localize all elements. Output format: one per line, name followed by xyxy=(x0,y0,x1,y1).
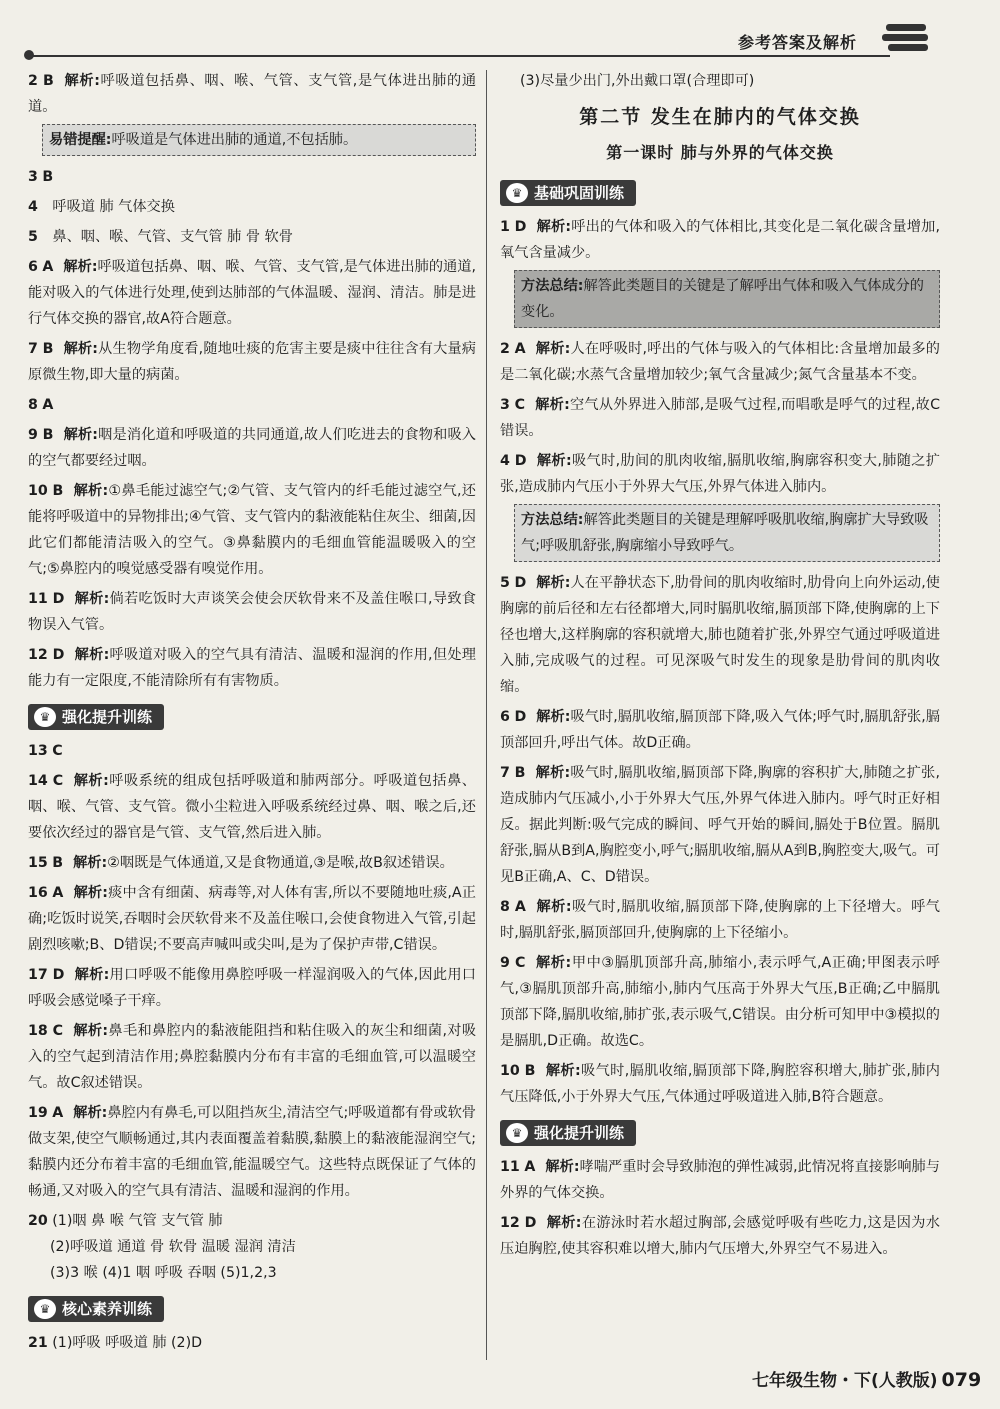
question-number: 4 xyxy=(500,453,510,469)
list-item xyxy=(500,1210,940,1262)
answer-choice: A xyxy=(524,1159,536,1175)
answer-text: 吸气时,膈肌收缩,膈顶部下降,使胸廓的上下径增大。呼气时,膈肌舒张,膈顶部回升,使胸廓的上下径缩小。 xyxy=(500,899,940,941)
analysis-label: 解析: xyxy=(73,1023,109,1039)
header-title: 参考答案及解析 xyxy=(738,33,858,52)
question-number: 14 xyxy=(28,773,48,789)
answer-choice: D xyxy=(52,591,65,607)
list-item xyxy=(28,224,476,250)
answer-text: 哮喘严重时会导致肺泡的弹性减弱,此情况将直接影响肺与外界的气体交换。 xyxy=(500,1159,940,1201)
list-item xyxy=(500,894,940,946)
analysis-label: 解析: xyxy=(545,1063,581,1079)
analysis-label: 解析: xyxy=(535,955,572,971)
books-icon xyxy=(882,22,932,58)
question-number: 6 xyxy=(500,709,510,725)
answer-list xyxy=(28,738,476,1204)
analysis-label: 解析: xyxy=(536,453,572,469)
page-number: 079 xyxy=(941,1369,982,1391)
list-item xyxy=(28,738,476,764)
answer-choice: D xyxy=(52,967,65,983)
answer-list xyxy=(500,570,940,1110)
analysis-label: 解析: xyxy=(536,709,571,725)
question-number: 17 xyxy=(28,967,48,983)
analysis-label: 解析: xyxy=(73,1105,108,1121)
answer-text: (3)3 喉 (4)1 咽 呼吸 吞咽 (5)1,2,3 xyxy=(50,1265,277,1281)
answer-choice: A xyxy=(42,259,54,275)
tip-label: 方法总结: xyxy=(521,278,584,294)
answer-choice: B xyxy=(42,341,54,357)
question-number: 18 xyxy=(28,1023,48,1039)
answer-text: 吸气时,膈肌收缩,膈顶部下降,胸腔容积增大,肺扩张,肺内气压降低,小于外界大气压,气体通过呼吸道进入肺,B符合题意。 xyxy=(500,1063,940,1105)
tip-box xyxy=(514,504,940,562)
answer-text: 用口呼吸不能像用鼻腔呼吸一样湿润吸入的气体,因此用口呼吸会感觉嗓子干痒。 xyxy=(28,967,476,1009)
tip-text: 解答此类题目的关键是了解呼出气体和吸入气体成分的变化。 xyxy=(521,278,924,320)
answer-text: 吸气时,膈肌收缩,膈顶部下降,胸廓的容积扩大,肺随之扩张,造成肺内气压减小,小于外界大气压,外界气体进入肺内。呼气时正好相反。据此判断:吸气完成的瞬间、呼气开始的瞬间,膈处于B位置。膈肌舒张,膈从B到A,胸腔变小,呼气;膈肌收缩,膈从A到B,胸腔变大,吸气。可见B正确,A、C、D错误。 xyxy=(500,765,940,885)
header-rule xyxy=(30,55,890,57)
answer-text: 人在呼吸时,呼出的气体与吸入的气体相比:含量增加最多的是二氧化碳;水蒸气含量增加较少;氧气含量减少;氮气含量基本不变。 xyxy=(500,341,940,383)
list-item xyxy=(28,1018,476,1096)
question-number: 2 xyxy=(500,341,510,357)
tip-box xyxy=(42,124,476,156)
answer-choice: C xyxy=(52,773,64,789)
list-item xyxy=(28,880,476,958)
section-banner xyxy=(500,180,636,206)
question-number: 6 xyxy=(28,259,38,275)
answer-choice: D xyxy=(514,709,527,725)
answer-choice: A xyxy=(52,1105,64,1121)
list-item xyxy=(500,392,940,444)
tip-text: 呼吸道是气体进出肺的通道,不包括肺。 xyxy=(111,132,358,148)
answer-choice: B xyxy=(52,855,64,871)
analysis-label: 解析: xyxy=(74,647,110,663)
question-number: 13 xyxy=(28,743,48,759)
analysis-label: 解析: xyxy=(63,427,98,443)
list-item xyxy=(500,214,940,266)
tip-text: 解答此类题目的关键是理解呼吸肌收缩,胸廓扩大导致吸气;呼吸肌舒张,胸廓缩小导致呼气。 xyxy=(521,512,929,554)
banner-label: 强化提升训练 xyxy=(534,1124,625,1142)
question-number: 9 xyxy=(500,955,510,971)
question-number: 8 xyxy=(28,397,38,413)
answer-text: 鼻、咽、喉、气管、支气管 肺 骨 软骨 xyxy=(52,229,293,245)
question-number: 7 xyxy=(500,765,510,781)
question-number: 3 xyxy=(500,397,510,413)
question-number: 11 xyxy=(500,1159,520,1175)
question-number: 10 xyxy=(28,483,48,499)
crown-icon: ♛ xyxy=(34,707,56,727)
section-banner xyxy=(500,1120,636,1146)
list-item xyxy=(28,1208,476,1286)
answer-text: 吸气时,膈肌收缩,膈顶部下降,吸入气体;呼气时,膈肌舒张,膈顶部回升,呼出气体。故D正确。 xyxy=(500,709,940,751)
list-item xyxy=(28,336,476,388)
question-number: 12 xyxy=(500,1215,520,1231)
question-number: 4 xyxy=(28,199,38,215)
answer-text: 在游泳时若水超过胸部,会感觉呼吸有些吃力,这是因为水压迫胸腔,使其容积难以增大,肺内气压增大,外界空气不易进入。 xyxy=(500,1215,940,1257)
tip-label: 方法总结: xyxy=(521,512,584,528)
question-number: 19 xyxy=(28,1105,48,1121)
answer-text: 吸气时,肋间的肌肉收缩,膈肌收缩,胸廓容积变大,肺随之扩张,造成肺内气压小于外界大气压,外界气体进入肺内。 xyxy=(500,453,940,495)
answer-choice: D xyxy=(52,647,65,663)
answer-choice: A xyxy=(514,341,526,357)
lesson-title: 第一课时 肺与外界的气体交换 xyxy=(606,143,834,162)
question-number: 3 xyxy=(28,169,38,185)
list-item xyxy=(500,570,940,700)
answer-text: 鼻毛和鼻腔内的黏液能阻挡和粘住吸入的灰尘和细菌,对吸入的空气起到清洁作用;鼻腔黏膜内分布有丰富的毛细血管,可以温暖空气。故C叙述错误。 xyxy=(28,1023,477,1091)
answer-list xyxy=(500,214,940,266)
answer-choice: D xyxy=(524,1215,537,1231)
answer-text: 从生物学角度看,随地吐痰的危害主要是痰中往往含有大量病原微生物,即大量的病菌。 xyxy=(28,341,476,383)
question-number: 16 xyxy=(28,885,48,901)
crown-icon: ♛ xyxy=(506,183,528,203)
answer-text: 呼吸道包括鼻、咽、喉、气管、支气管,是气体进出肺的通道,能对吸入的气体进行处理,使到达肺部的气体温暖、湿润、清洁。肺是进行气体交换的器官,故A符合题意。 xyxy=(28,259,476,327)
answer-list xyxy=(28,68,476,120)
answer-choice: D xyxy=(514,453,527,469)
answer-list xyxy=(500,1154,940,1262)
tip-box xyxy=(514,270,940,328)
answer-text: ①鼻毛能过滤空气;②气管、支气管内的纤毛能过滤空气,还能将呼吸道中的异物排出;④气管、支气管内的黏液能粘住灰尘、细菌,因此它们都能清洁吸入的空气。③鼻黏膜内的毛细血管能温暖吸入的空气;⑤鼻腔内的嗅觉感受器有嗅觉作用。 xyxy=(28,483,476,577)
list-item xyxy=(28,962,476,1014)
answer-choice: B xyxy=(42,427,54,443)
answer-text: 倘若吃饭时大声谈笑会使会厌软骨来不及盖住喉口,导致食物误入气管。 xyxy=(28,591,476,633)
answer-text: 痰中含有细菌、病毒等,对人体有害,所以不要随地吐痰,A正确;吃饭时说笑,吞咽时会厌软骨来不及盖住喉口,会使食物进入气管,引起剧烈咳嗽;B、D错误;不要高声喊叫或尖叫,是为了保护声带,C错误。 xyxy=(28,885,476,953)
answer-choice: A xyxy=(52,885,64,901)
question-number: 12 xyxy=(28,647,48,663)
answer-choice: D xyxy=(514,219,527,235)
list-item xyxy=(28,478,476,582)
analysis-label: 解析: xyxy=(535,397,570,413)
answer-choice: B xyxy=(43,73,54,89)
section-banner xyxy=(28,704,164,730)
question-number: 2 xyxy=(28,73,38,89)
answer-text: 咽是消化道和呼吸道的共同通道,故人们吃进去的食物和吸入的空气都要经过咽。 xyxy=(28,427,476,469)
left-column xyxy=(28,68,476,1360)
answer-text: 呼出的气体和吸入的气体相比,其变化是二氧化碳含量增加,氧气含量减少。 xyxy=(500,219,940,261)
question-number: 5 xyxy=(500,575,510,591)
question-number: 1 xyxy=(500,219,510,235)
list-item xyxy=(500,760,940,890)
list-item xyxy=(28,1330,476,1356)
answer-choice: B xyxy=(514,765,526,781)
analysis-label: 解析: xyxy=(73,885,108,901)
crown-icon: ♛ xyxy=(506,1123,528,1143)
answer-text: 呼吸系统的组成包括呼吸道和肺两部分。呼吸道包括鼻、咽、喉、气管、支气管。微小尘粒进入呼吸系统经过鼻、咽、喉之后,还要依次经过的器官是气管、支气管,然后进入肺。 xyxy=(28,773,476,841)
answer-text: 呼吸道 肺 气体交换 xyxy=(52,199,175,215)
question-number: 7 xyxy=(28,341,38,357)
analysis-label: 解析: xyxy=(74,591,110,607)
analysis-label: 解析: xyxy=(63,341,98,357)
analysis-label: 解析: xyxy=(73,773,109,789)
analysis-label: 解析: xyxy=(536,219,572,235)
question-number: 10 xyxy=(500,1063,520,1079)
answer-text: 呼吸道包括鼻、咽、喉、气管、支气管,是气体进出肺的通道。 xyxy=(28,73,477,115)
question-number: 5 xyxy=(28,229,38,245)
question-number: 11 xyxy=(28,591,48,607)
analysis-label: 解析: xyxy=(74,967,110,983)
answer-text: 呼吸道对吸入的空气具有清洁、温暖和湿润的作用,但处理能力有一定限度,不能清除所有有害物质。 xyxy=(28,647,476,689)
section-banner xyxy=(28,1296,164,1322)
page-footer xyxy=(752,1366,981,1391)
analysis-label: 解析: xyxy=(536,575,571,591)
list-item xyxy=(500,1058,940,1110)
question-number: 20 xyxy=(28,1213,48,1229)
analysis-label: 解析: xyxy=(73,855,108,871)
tip-label: 易错提醒: xyxy=(49,132,112,148)
answer-choice: A xyxy=(42,397,54,413)
analysis-label: 解析: xyxy=(546,1215,582,1231)
answer-list xyxy=(500,336,940,500)
list-item xyxy=(28,254,476,332)
list-item xyxy=(500,1154,940,1206)
banner-label: 基础巩固训练 xyxy=(534,184,625,202)
list-item xyxy=(28,68,476,120)
answer-text: ②咽既是气体通道,又是食物通道,③是喉,故B叙述错误。 xyxy=(107,855,454,871)
analysis-label: 解析: xyxy=(73,483,109,499)
list-item xyxy=(28,850,476,876)
list-item xyxy=(500,336,940,388)
column-divider xyxy=(486,70,487,1360)
answer-text: (2)呼吸道 通道 骨 软骨 温暖 湿润 清洁 xyxy=(50,1239,296,1255)
answer-choice: C xyxy=(52,743,63,759)
footer-label: 七年级生物・下(人教版) xyxy=(752,1371,938,1391)
question-number: 21 xyxy=(28,1335,48,1351)
analysis-label: 解析: xyxy=(535,899,572,915)
answer-list xyxy=(28,164,476,694)
list-item xyxy=(500,448,940,500)
analysis-label: 解析: xyxy=(535,341,571,357)
list-item xyxy=(28,392,476,418)
list-item xyxy=(500,950,940,1054)
answer-text: (1)咽 鼻 喉 气管 支气管 肺 xyxy=(52,1213,223,1229)
analysis-label: 解析: xyxy=(545,1159,580,1175)
continued-line: (3)尽量少出门,外出戴口罩(合理即可) xyxy=(520,73,755,89)
answer-choice: C xyxy=(52,1023,64,1039)
answer-text: 鼻腔内有鼻毛,可以阻挡灰尘,清洁空气;呼吸道都有骨或软骨做支架,使空气顺畅通过,其内表面覆盖着黏膜,黏膜上的黏液能湿润空气;黏膜内还分布着丰富的毛细血管,能温暖空气。这些特点既保证了气体的畅通,又对吸入的空气具有清洁、温暖和湿润的作用。 xyxy=(28,1105,476,1199)
answer-choice: D xyxy=(514,575,527,591)
answer-choice: B xyxy=(42,169,54,185)
question-number: 9 xyxy=(28,427,38,443)
list-item xyxy=(28,1100,476,1204)
list-item xyxy=(500,704,940,756)
answer-text: 甲中③膈肌顶部升高,肺缩小,表示呼气,A正确;甲图表示呼气,③膈肌顶部升高,肺缩小,肺内气压高于外界大气压,B正确;乙中膈肌顶部下降,膈肌收缩,肺扩张,表示吸气,C错误。由分析可知甲中③模拟的是膈肌,D正确。故选C。 xyxy=(500,955,940,1049)
answer-choice: A xyxy=(514,899,526,915)
answer-text: (1)呼吸 呼吸道 肺 (2)D xyxy=(52,1335,203,1351)
banner-label: 核心素养训练 xyxy=(62,1300,153,1318)
crown-icon: ♛ xyxy=(34,1299,56,1319)
analysis-label: 解析: xyxy=(63,73,100,89)
answer-choice: B xyxy=(524,1063,536,1079)
list-item xyxy=(28,164,476,190)
answer-text: 空气从外界进入肺部,是吸气过程,而唱歌是呼气的过程,故C错误。 xyxy=(500,397,940,439)
question-number: 8 xyxy=(500,899,510,915)
analysis-label: 解析: xyxy=(535,765,571,781)
banner-label: 强化提升训练 xyxy=(62,708,153,726)
answer-choice: C xyxy=(514,397,526,413)
list-item xyxy=(28,422,476,474)
analysis-label: 解析: xyxy=(63,259,98,275)
right-column xyxy=(500,68,940,1266)
answer-text: 人在平静状态下,肋骨间的肌肉收缩时,肋骨向上向外运动,使胸廓的前后径和左右径都增大,同时膈肌收缩,膈顶部下降,使胸廓的上下径也增大,这样胸廓的容积就增大,肺也随着扩张,外界空气通过呼吸道进入肺,完成吸气的过程。可见深吸气时发生的现象是肋骨间的肌肉收缩。 xyxy=(500,575,940,695)
list-item xyxy=(28,642,476,694)
section-title: 第二节 发生在肺内的气体交换 xyxy=(579,106,861,128)
answer-choice: C xyxy=(514,955,526,971)
answer-choice: B xyxy=(52,483,64,499)
list-item xyxy=(28,768,476,846)
list-item xyxy=(28,194,476,220)
list-item xyxy=(28,586,476,638)
question-number: 15 xyxy=(28,855,48,871)
